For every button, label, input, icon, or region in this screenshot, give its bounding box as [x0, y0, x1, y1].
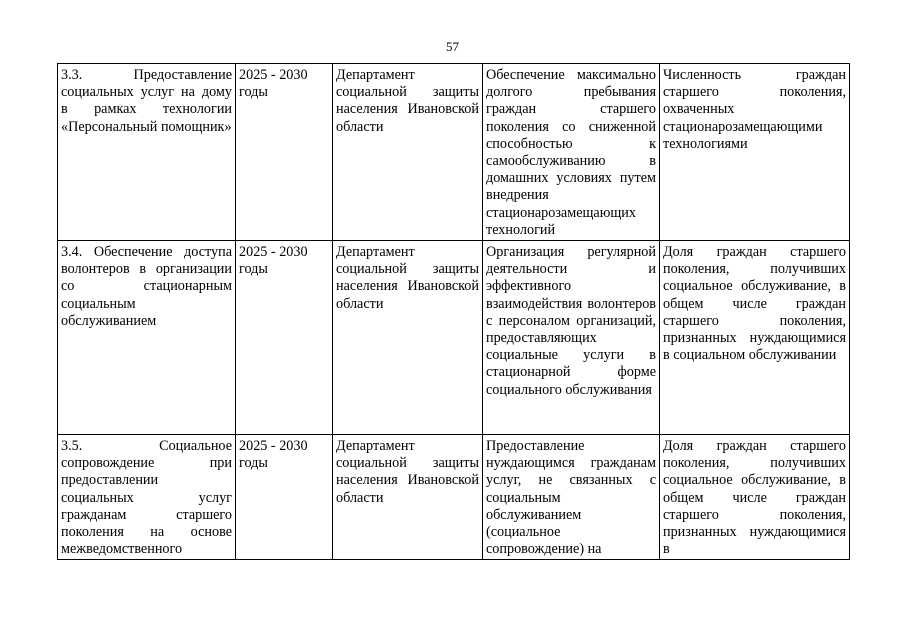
- table-row: [58, 435, 850, 560]
- measure-cell: 3.4. Обеспечение доступа волонтеров в организации со стационарным социальным обслуживанием: [58, 241, 236, 435]
- measure-cell: 3.3. Предоставление социальных услуг на дому в рамках технологии «Персональный помощник»: [58, 64, 236, 241]
- indicator-cell: Доля граждан старшего поколения, получивших социальное обслуживание, в общем числе граждан старшего поколения, признанных нуждающимися в: [660, 435, 850, 560]
- result-cell: Обеспечение максимально долгого пребывания граждан старшего поколения со сниженной способностью к самообслуживанию в домашних условиях путем внедрения стационарозамещающих технологий: [483, 64, 660, 241]
- table-row: [58, 64, 850, 241]
- measures-table: [57, 63, 850, 560]
- indicator-cell: Доля граждан старшего поколения, получивших социальное обслуживание, в общем числе граждан старшего поколения, признанных нуждающимися в социальном обслуживании: [660, 241, 850, 435]
- executor-cell: Департамент социальной защиты населения Ивановской области: [333, 435, 483, 560]
- period-cell: 2025 - 2030 годы: [236, 64, 333, 241]
- period-cell: 2025 - 2030 годы: [236, 435, 333, 560]
- result-cell: Предоставление нуждающимся гражданам услуг, не связанных с социальным обслуживанием (социальное сопровождение) на: [483, 435, 660, 560]
- page-number: 57: [446, 39, 459, 54]
- table-row: [58, 241, 850, 435]
- executor-cell: Департамент социальной защиты населения Ивановской области: [333, 241, 483, 435]
- result-cell: Организация регулярной деятельности и эффективного взаимодействия волонтеров с персоналом организаций, предоставляющих социальные услуги в стационарной форме социального обслуживания: [483, 241, 660, 435]
- executor-cell: Департамент социальной защиты населения Ивановской области: [333, 64, 483, 241]
- indicator-cell: Численность граждан старшего поколения, охваченных стационарозамещающими технологиями: [660, 64, 850, 241]
- measure-cell: 3.5. Социальное сопровождение при предоставлении социальных услуг гражданам старшего поколения на основе межведомственного: [58, 435, 236, 560]
- period-cell: 2025 - 2030 годы: [236, 241, 333, 435]
